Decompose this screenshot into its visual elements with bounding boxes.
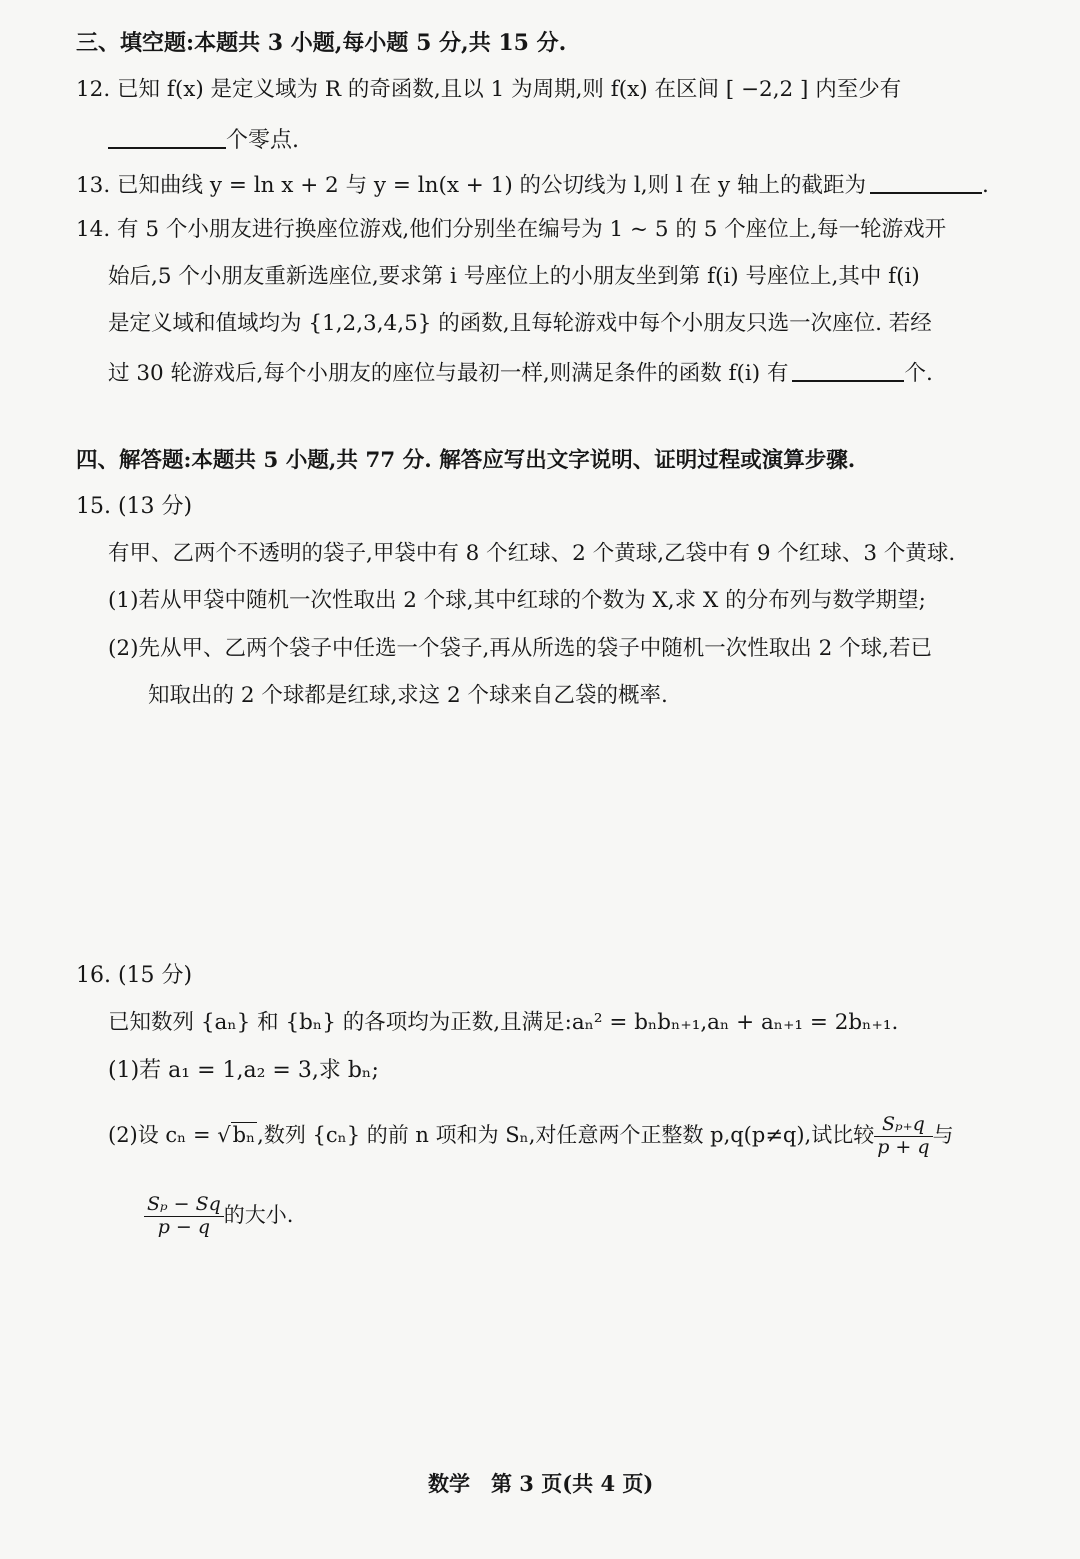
- question-14-text: 过 30 轮游戏后,每个小朋友的座位与最初一样,则满足条件的函数 f(i) 有: [108, 361, 789, 386]
- question-12-tail: 个零点.: [226, 128, 299, 153]
- question-13-line1: [76, 172, 989, 197]
- section4-heading: 四、解答题:本题共 5 小题,共 77 分. 解答应写出文字说明、证明过程或演算步骤.: [76, 448, 856, 473]
- fraction-sum-numerator: Sₚ₊q: [874, 1114, 932, 1137]
- answer-blank[interactable]: [792, 360, 904, 382]
- question-14-line3: 是定义域和值域均为 {1,2,3,4,5} 的函数,且每轮游戏中每个小朋友只选一次座位. 若经: [108, 311, 932, 336]
- question-15-part2-line1: (2)先从甲、乙两个袋子中任选一个袋子,再从所选的袋子中随机一次性取出 2 个球,若已: [108, 636, 932, 661]
- section3-heading: 三、填空题:本题共 3 小题,每小题 5 分,共 15 分.: [76, 30, 567, 56]
- answer-blank[interactable]: [870, 172, 982, 194]
- question-12-line1: 12. 已知 f(x) 是定义域为 R 的奇函数,且以 1 为周期,则 f(x) 在区间 [ −2,2 ] 内至少有: [76, 77, 902, 102]
- fraction-difference-ratio: [144, 1194, 224, 1239]
- question-14-line2: 始后,5 个小朋友重新选座位,要求第 i 号座位上的小朋友坐到第 f(i) 号座位上,其中 f(i): [108, 264, 920, 289]
- question-16-part1: (1)若 a₁ = 1,a₂ = 3,求 bₙ;: [108, 1058, 379, 1083]
- question-16-stem: 已知数列 {aₙ} 和 {bₙ} 的各项均为正数,且满足:aₙ² = bₙbₙ₊₁,aₙ + aₙ₊₁ = 2bₙ₊₁.: [108, 1010, 899, 1035]
- question-14-line4: [108, 360, 933, 385]
- question-15-part1: (1)若从甲袋中随机一次性取出 2 个球,其中红球的个数为 X,求 X 的分布列与数学期望;: [108, 588, 926, 613]
- fraction-sum-denominator: p + q: [877, 1135, 930, 1158]
- question-15-stem: 有甲、乙两个不透明的袋子,甲袋中有 8 个红球、2 个黄球,乙袋中有 9 个红球、3 个黄球.: [108, 541, 956, 566]
- fraction-difference-numerator: Sₚ − Sq: [144, 1194, 224, 1217]
- question-13-text: 13. 已知曲线 y = ln x + 2 与 y = ln(x + 1) 的公切线为 l,则 l 在 y 轴上的截距为: [76, 173, 866, 198]
- question-12-line2: [108, 127, 299, 152]
- question-14-end: 个.: [904, 361, 933, 386]
- question-14-line1: 14. 有 5 个小朋友进行换座位游戏,他们分别坐在编号为 1 ~ 5 的 5 个座位上,每一轮游戏开: [76, 217, 947, 242]
- question-16-part2-line2: [144, 1194, 293, 1239]
- question-16-part2-line1: [108, 1114, 954, 1159]
- fraction-difference-denominator: p − q: [157, 1215, 211, 1238]
- part2-yu: 与: [932, 1122, 954, 1147]
- question-16-header: 16. (15 分): [76, 963, 193, 988]
- answer-blank[interactable]: [108, 127, 226, 149]
- page-footer: 数学 第 3 页(共 4 页): [428, 1471, 654, 1496]
- sqrt-radicand: bₙ: [232, 1122, 256, 1147]
- part2-middle: ,数列 {cₙ} 的前 n 项和为 Sₙ,对任意两个正整数 p,q(p≠q),试比较: [257, 1122, 875, 1147]
- sqrt-expression: √bₙ: [217, 1122, 256, 1147]
- part2-prefix: (2)设 cₙ =: [108, 1122, 211, 1147]
- fraction-sum-ratio: [874, 1114, 932, 1159]
- part2-ending: 的大小.: [223, 1202, 294, 1227]
- question-15-part2-line2: 知取出的 2 个球都是红球,求这 2 个球来自乙袋的概率.: [148, 683, 668, 708]
- question-13-end: .: [981, 173, 989, 198]
- question-15-header: 15. (13 分): [76, 494, 193, 519]
